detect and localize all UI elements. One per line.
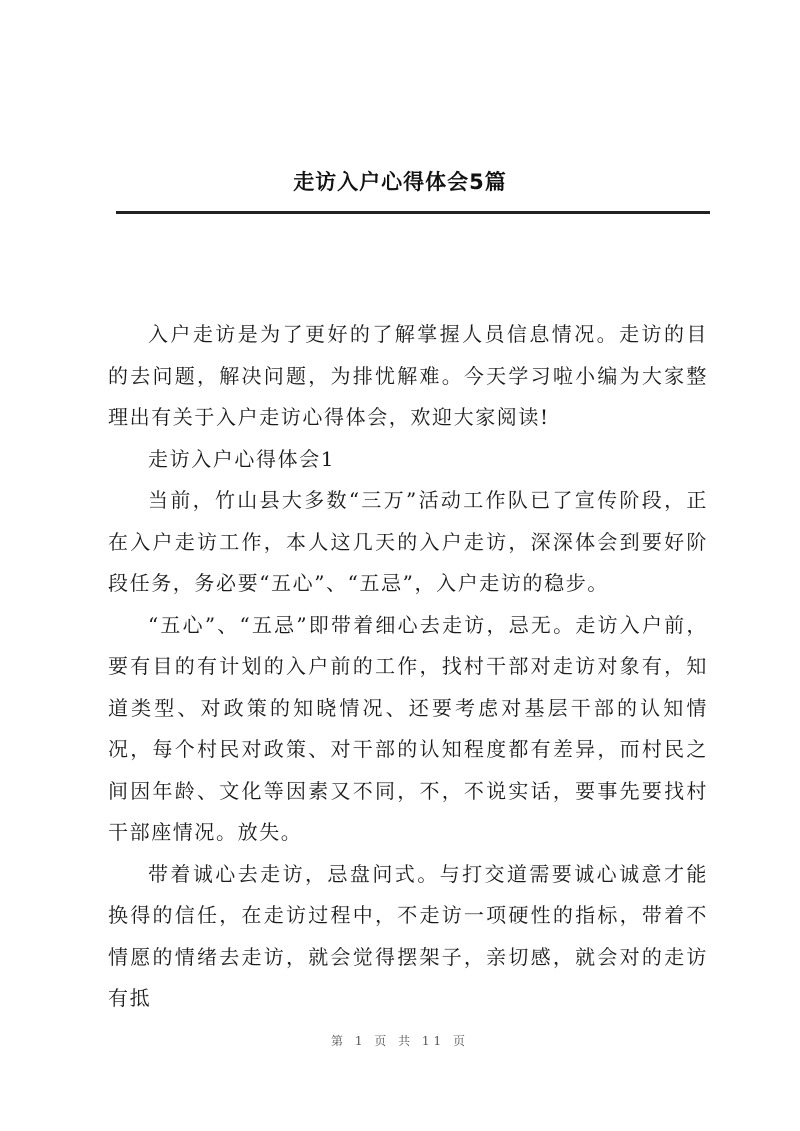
page-number-footer: 第 1 页 共 11 页	[331, 1034, 469, 1048]
title-divider	[116, 211, 710, 214]
body-paragraph: “五心”、“五忌”即带着细心去走访，忌无。走访入户前，要有目的有计划的入户前的工作，找村干部对走访对象有，知道类型、对政策的知晓情况、还要考虑对基层干部的认知情况，每个村民对政策、对干部的认知程度都有差异，而村民之间因年龄、文化等因素又不同，不，不说实话，要事先要找村干部座情况。放失。	[108, 612, 708, 844]
section-heading: 走访入户心得体会1	[148, 446, 336, 471]
document-body	[108, 314, 708, 1020]
body-paragraph: 带着诚心去走访，忌盘问式。与打交道需要诚心诚意才能换得的信任，在走访过程中，不走访一项硬性的指标，带着不情愿的情绪去走访，就会觉得摆架子，亲切感，就会对的走访有抵	[108, 861, 708, 1010]
body-paragraph: 当前，竹山县大多数“三万”活动工作队已了宣传阶段，正在入户走访工作，本人这几天的入户走访，深深体会到要好阶段任务，务必要“五心”、“五忌”，入户走访的稳步。	[108, 488, 708, 595]
intro-paragraph: 入户走访是为了更好的了解掌握人员信息情况。走访的目的去问题，解决问题，为排忧解难。今天学习啦小编为大家整理出有关于入户走访心得体会，欢迎大家阅读!	[108, 322, 708, 429]
document-title: 走访入户心得体会5篇	[293, 170, 507, 194]
